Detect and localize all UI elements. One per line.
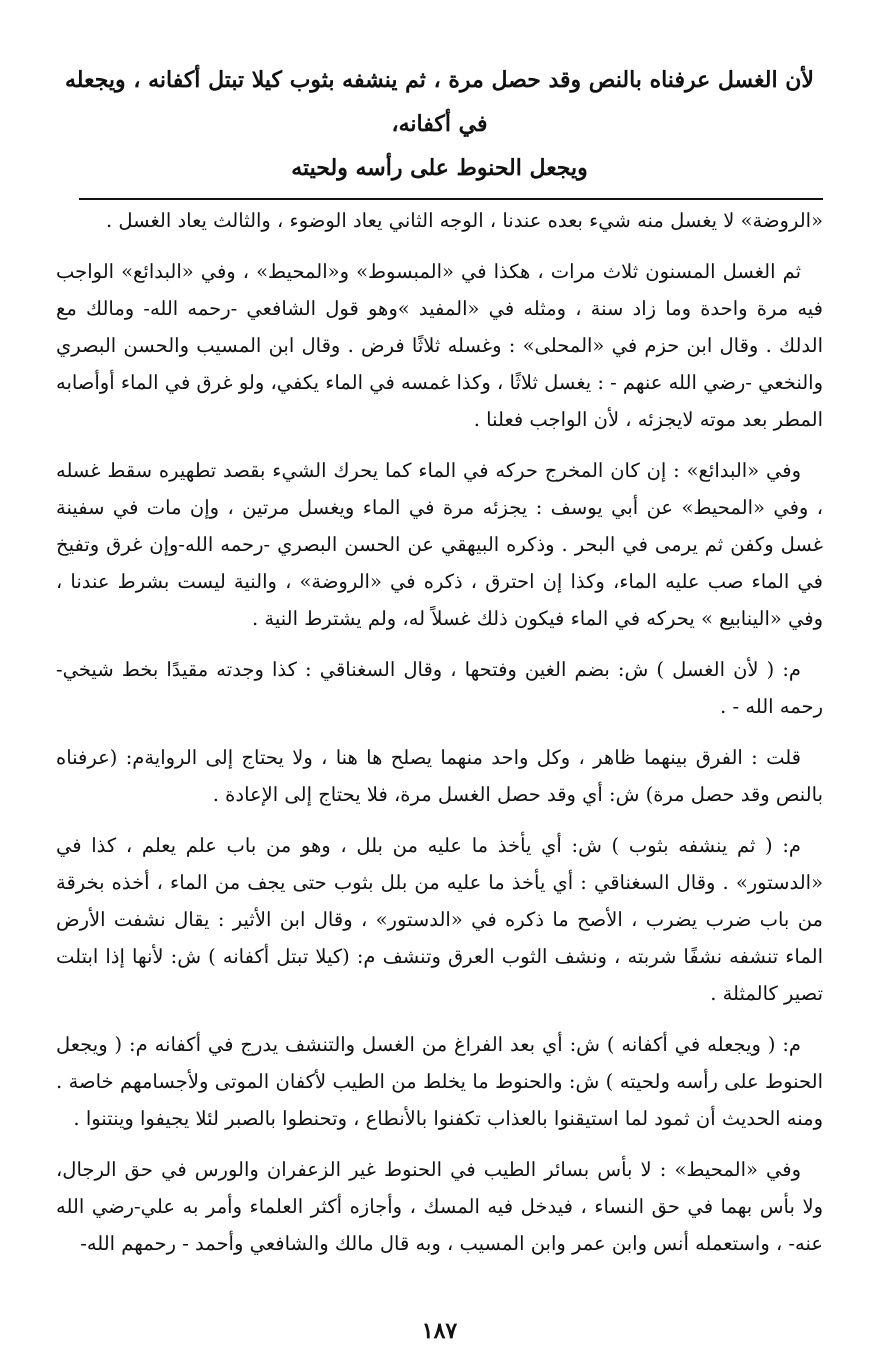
matn-line-2: ويجعل الحنوط على رأسه ولحيته [291, 155, 588, 181]
separator-rule [79, 198, 823, 200]
paragraph-4: م: ( لأن الغسل ) ش: بضم الغين وفتحها ، وقال السغناقي : كذا وجدته مقيدًا بخط شيخي-رحمه الله - . [56, 658, 823, 718]
paragraph-2: ثم الغسل المسنون ثلاث مرات ، هكذا في «المبسوط» و«المحيط» ، وفي «البدائع» الواجب فيه مرة واحدة وما زاد سنة ، ومثله في «المفيد »وهو قول الشافعي -رحمه الله- ومالك مع الدلك . وقال ابن حزم في «المحلى» : وغسله ثلاثًا فرض . وقال ابن المسيب والحسن البصري والنخعي -رضي الله عنهم - : يغسل ثلاثًا ، وكذا غمسه في الماء يكفي، ولو غرق في الماء أوأصابه المطر بعد موته لايجزئه ، لأن الواجب فعلنا . [55, 260, 823, 431]
paragraph-8: وفي «المحيط» : لا بأس بسائر الطيب في الحنوط غير الزعفران والورس في حق الرجال، ولا بأس بهما في حق النساء ، فيدخل فيه المسك ، وأجازه أكثر العلماء وأمر به علي-رضي الله عنه- ، واستعمله أنس وابن عمر وابن المسيب ، وبه قال مالك والشافعي وأحمد - رحمهم الله- [56, 1158, 823, 1255]
paragraph-1: «الروضة» لا يغسل منه شيء بعده عندنا ، الوجه الثاني يعاد الوضوء ، والثالث يعاد الغسل . [105, 209, 823, 232]
paragraph-7: م: ( ويجعله في أكفانه ) ش: أي بعد الفراغ من الغسل والتنشف يدرج في أكفانه م: ( ويجعل الحنوط على رأسه ولحيته ) ش: والحنوط ما يخلط من الطيب لأكفان الموتى ولأجسامهم خاصة . ومنه الحديث أن ثمود لما استيقنوا بالعذاب تكفنوا بالأنطاع ، وتحنطوا بالصبر لئلا يجيفوا وينتنوا . [56, 1033, 823, 1130]
matn-line-1: لأن الغسل عرفناه بالنص وقد حصل مرة ، ثم ينشفه بثوب كيلا تبتل أكفانه ، ويجعله في أكفانه، [65, 67, 814, 137]
paragraph-3: وفي «البدائع» : إن كان المخرج حركه في الماء كما يحرك الشيء بقصد تطهيره سقط غسله ، وفي «المحيط» عن أبي يوسف : يجزئه مرة في الماء ويغسل مرتين ، وإن مات في سفينة غسل وكفن ثم يرمى في البحر . وذكره البيهقي عن الحسن البصري -رحمه الله-وإن غرق وتفيخ في الماء صب عليه الماء، وكذا إن احترق ، ذكره في «الروضة» ، والنية ليست بشرط عندنا ، وفي «الينابيع » يحركه في الماء فيكون ذلك غسلاً له، ولم يشترط النية . [56, 459, 823, 630]
page-number: ١٨٧ [421, 1318, 458, 1344]
paragraph-5: قلت : الفرق بينهما ظاهر ، وكل واحد منهما يصلح ها هنا ، ولا يحتاج إلى الروايةم: (عرفناه بالنص وقد حصل مرة) ش: أي وقد حصل الغسل مرة، فلا يحتاج إلى الإعادة . [56, 746, 823, 806]
paragraph-6: م: ( ثم ينشفه بثوب ) ش: أي يأخذ ما عليه من بلل ، وهو من باب علم يعلم ، كذا في «الدستور» . وقال السغناقي : أي يأخذ ما عليه من بلل بثوب حتى يجف من الماء ، أخذه بخرقة من باب ضرب يضرب ، الأصح ما ذكره في «الدستور» ، وقال ابن الأثير : يقال نشفت الأرض الماء تنشفه نشفًا شربته ، ونشف الثوب العرق وتنشف م: (كيلا تبتل أكفانه ) ش: لأنها إذا ابتلت تصير كالمثلة . [56, 834, 823, 1005]
